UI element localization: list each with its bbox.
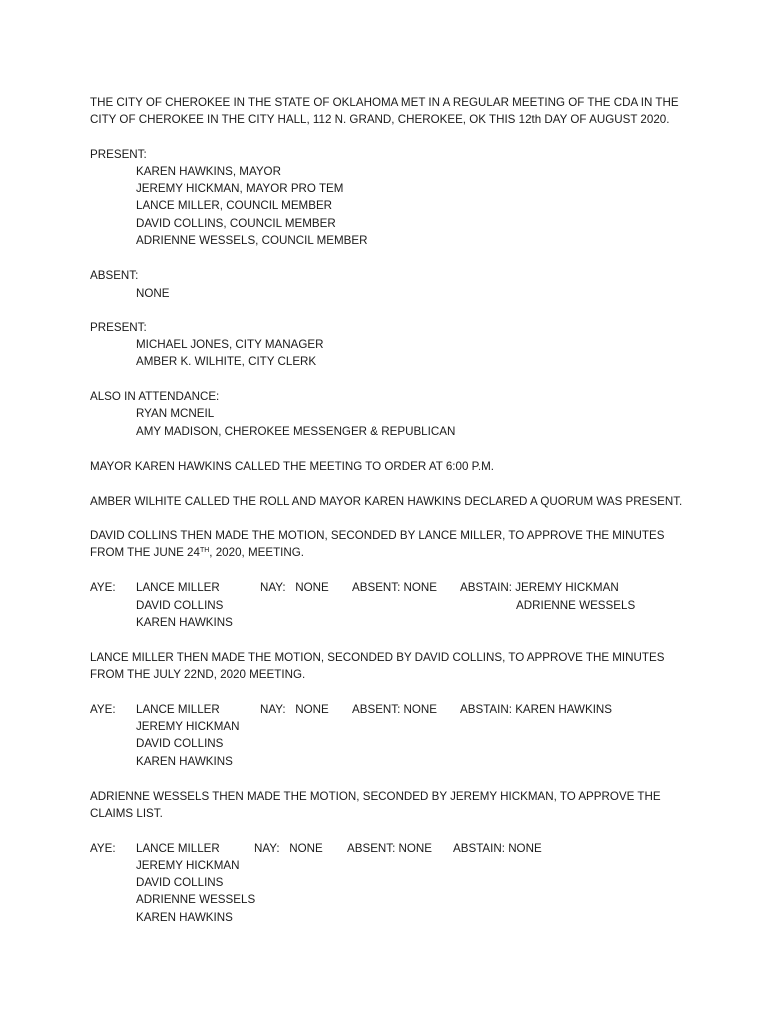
header-line-1: THE CITY OF CHEROKEE IN THE STATE OF OKLAHOMA MET IN A REGULAR MEETING OF THE CDA IN THE	[90, 96, 679, 109]
vote-3-aye-member: KAREN HAWKINS	[136, 911, 233, 924]
vote-2-aye-member: JEREMY HICKMAN	[136, 720, 240, 733]
motion-3-line-1: ADRIENNE WESSELS THEN MADE THE MOTION, SECONDED BY JEREMY HICKMAN, TO APPROVE THE	[90, 790, 661, 803]
motion-2-line-1: LANCE MILLER THEN MADE THE MOTION, SECONDED BY DAVID COLLINS, TO APPROVE THE MINUTES	[90, 651, 665, 664]
attendee: AMY MADISON, CHEROKEE MESSENGER & REPUBLICAN	[136, 425, 456, 438]
vote-3-absent: ABSENT: NONE	[347, 842, 433, 855]
vote-1-aye-member: LANCE MILLER	[136, 581, 220, 594]
vote-2-aye-member: DAVID COLLINS	[136, 737, 224, 750]
vote-2-absent: ABSENT: NONE	[352, 703, 438, 716]
motion-1-line-2: FROM THE JUNE 24TH, 2020, MEETING.	[90, 546, 305, 559]
motion-1-line-1: DAVID COLLINS THEN MADE THE MOTION, SECONDED BY LANCE MILLER, TO APPROVE THE MINUTES	[90, 529, 665, 542]
motion-2-line-2: FROM THE JULY 22ND, 2020 MEETING.	[90, 668, 306, 681]
vote-2-abstain: ABSTAIN: KAREN HAWKINS	[460, 703, 613, 716]
present-member: JEREMY HICKMAN, MAYOR PRO TEM	[136, 182, 344, 195]
present-member: DAVID COLLINS, COUNCIL MEMBER	[136, 217, 336, 230]
vote-2-nay: NAY: NONE	[260, 703, 329, 716]
vote-2-aye-member: LANCE MILLER	[136, 703, 220, 716]
vote-3-aye-label: AYE:	[90, 842, 116, 855]
present-member: LANCE MILLER, COUNCIL MEMBER	[136, 199, 333, 212]
vote-2-aye-member: KAREN HAWKINS	[136, 755, 233, 768]
vote-2-aye-label: AYE:	[90, 703, 116, 716]
vote-1-abstain: ABSTAIN: JEREMY HICKMAN	[460, 581, 619, 594]
present-label: PRESENT:	[90, 148, 147, 161]
absent-member: NONE	[136, 287, 170, 300]
vote-3-abstain: ABSTAIN: NONE	[453, 842, 542, 855]
vote-1-abstain-2: ADRIENNE WESSELS	[516, 599, 636, 612]
vote-1-aye-member: DAVID COLLINS	[136, 599, 224, 612]
vote-3-nay: NAY: NONE	[254, 842, 323, 855]
vote-1-aye-label: AYE:	[90, 581, 116, 594]
vote-3-aye-member: DAVID COLLINS	[136, 876, 224, 889]
attendee: RYAN MCNEIL	[136, 407, 215, 420]
motion-3-line-2: CLAIMS LIST.	[90, 807, 163, 820]
vote-1-nay: NAY: NONE	[260, 581, 329, 594]
vote-3-aye-member: LANCE MILLER	[136, 842, 220, 855]
ordinal-suffix: TH	[199, 547, 210, 554]
present-staff-label: PRESENT:	[90, 321, 147, 334]
absent-label: ABSENT:	[90, 269, 139, 282]
vote-1-aye-member: KAREN HAWKINS	[136, 616, 233, 629]
present-staff-member: MICHAEL JONES, CITY MANAGER	[136, 338, 324, 351]
vote-3-aye-member: JEREMY HICKMAN	[136, 859, 240, 872]
header-line-2: CITY OF CHEROKEE IN THE CITY HALL, 112 N. GRAND, CHEROKEE, OK THIS 12th DAY OF AUGUST 2020.	[90, 113, 670, 126]
also-attendance-label: ALSO IN ATTENDANCE:	[90, 390, 220, 403]
present-member: KAREN HAWKINS, MAYOR	[136, 165, 281, 178]
vote-1-absent: ABSENT: NONE	[352, 581, 438, 594]
vote-3-aye-member: ADRIENNE WESSELS	[136, 893, 256, 906]
roll-call: AMBER WILHITE CALLED THE ROLL AND MAYOR KAREN HAWKINS DECLARED A QUORUM WAS PRESENT.	[90, 495, 683, 508]
call-to-order: MAYOR KAREN HAWKINS CALLED THE MEETING TO ORDER AT 6:00 P.M.	[90, 460, 494, 473]
present-member: ADRIENNE WESSELS, COUNCIL MEMBER	[136, 234, 368, 247]
present-staff-member: AMBER K. WILHITE, CITY CLERK	[136, 355, 317, 368]
